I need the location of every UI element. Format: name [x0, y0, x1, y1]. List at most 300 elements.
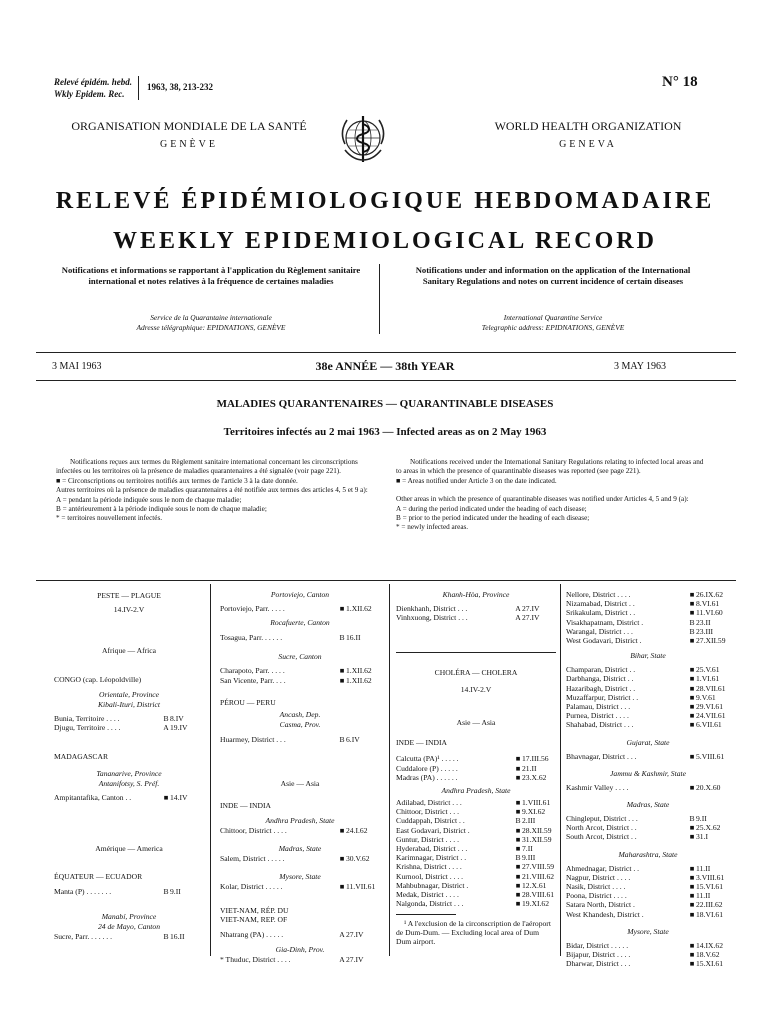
row-marker: ■: [689, 959, 695, 969]
row-date: 11.VI.60: [696, 608, 723, 618]
table-row: [220, 955, 380, 964]
intro-en: Notifications under and information on the application of the International Sanitary Regulations and notes on current incidence of certain diseases: [415, 265, 691, 286]
row-marker: ■: [515, 871, 521, 881]
row-name: Chittoor, District . . .: [396, 807, 459, 817]
row-name: Salem, District . . . . .: [220, 854, 285, 864]
row-name: Krishna, District . . . .: [396, 862, 462, 872]
row-marker: ■: [689, 872, 695, 882]
note-en-a: A = during the period indicated under the heading of each disease;: [396, 504, 587, 513]
table-row: [566, 832, 730, 841]
row-name: Nagpur, District . . . .: [566, 872, 631, 882]
row-marker: B: [689, 617, 695, 627]
mysore-rows: [220, 882, 380, 891]
row-name: Champaran, District . .: [566, 665, 636, 675]
row-date: 9.III: [522, 853, 536, 863]
table-row: [566, 665, 730, 674]
row-date: 14.IX.62: [696, 940, 723, 950]
row-marker: ■: [689, 891, 695, 901]
table-row: [566, 711, 730, 720]
row-marker: B: [339, 734, 345, 744]
row-marker: ■: [689, 674, 695, 684]
telegraph-en: Telegraphic address: EPIDNATIONS, GENÈVE: [481, 323, 625, 332]
row-date: 1.XII.62: [346, 604, 372, 613]
note-fr-other: Autres territoires où la présence de maladies quarantenaires a été notifiée aux termes des articles 4, 5 et 9 a):: [56, 486, 368, 495]
ecuador-rows: [54, 887, 204, 896]
address-fr: [58, 313, 364, 333]
row-date: 27.IV: [522, 613, 540, 623]
note-fr-intro: Notifications reçues aux termes du Règlement sanitaire international concernant les circonscriptions infectées ou les territoires où la présence de maladies quarantenaires a été signalée (voir page 221).: [56, 458, 358, 476]
row-marker: ■: [689, 590, 695, 599]
ecuador-canton: 24 de Mayo, Canton: [97, 921, 160, 931]
mysore-state-cholera: Mysore, State: [627, 926, 669, 936]
service-en: International Quarantine Service: [503, 313, 603, 322]
country-india: INDE — INDIA: [220, 801, 272, 811]
gujarat-rows: [566, 752, 730, 761]
row-date: 28.VII.61: [696, 683, 726, 693]
row-name: South Arcot, District . .: [566, 832, 637, 842]
row-marker: ■: [339, 826, 345, 836]
note-fr-a: A = pendant la période indiquée sous le nom de chaque maladie;: [56, 495, 242, 504]
row-name: Srikakulam, District . .: [566, 608, 636, 618]
table-row: [396, 613, 556, 622]
row-marker: ■: [689, 751, 695, 761]
giadinh-province: Gia-Dinh, Prov.: [275, 944, 325, 954]
row-date: 1.XII.62: [346, 666, 372, 676]
table-row: [566, 950, 730, 959]
table-row: [396, 816, 556, 825]
row-marker: ■: [339, 854, 345, 864]
row-marker: ■: [689, 900, 695, 910]
row-name: West Godavari, District .: [566, 636, 642, 646]
row-name: Visakhapatnam, District .: [566, 617, 644, 627]
table-row: [566, 684, 730, 693]
sucre-canton: Sucre, Canton: [278, 652, 322, 662]
bihar-rows: [566, 665, 730, 729]
cholera-country-india: INDE — INDIA: [396, 738, 448, 748]
row-name: Bunia, Territoire . . . .: [54, 714, 120, 723]
row-date: 16.II: [346, 633, 361, 643]
row-date: 11.VII.61: [346, 882, 376, 892]
row-marker: ■: [689, 832, 695, 842]
plague-period: 14.IV-2.V: [113, 605, 145, 614]
notes-en: [396, 458, 708, 533]
table-row: [396, 853, 556, 862]
note-en-intro: Notifications received under the International Sanitary Regulations relating to infected local areas and to areas in which the presence of quarantinable diseases was reported (see page 221).: [396, 458, 704, 476]
row-name: Huarmey, District . . .: [220, 734, 286, 744]
row-marker: ■: [689, 683, 695, 693]
row-marker: ■: [689, 665, 695, 675]
note-en-star: * = newly infected areas.: [396, 523, 469, 532]
row-date: 6.IV: [346, 734, 360, 744]
country-vietnam-en: VIET-NAM, REP. OF: [220, 914, 288, 924]
row-date: 6.VII.61: [696, 720, 722, 730]
portoviejo-rows: [220, 604, 380, 613]
ecuador-province: Manabí, Province: [101, 911, 157, 921]
table-row: [396, 881, 556, 890]
row-date: 3.VIII.61: [696, 872, 725, 882]
row-date: 15.VI.61: [696, 882, 723, 892]
table-rule: [36, 580, 736, 581]
region-asia: Asie — Asia: [280, 779, 320, 789]
citation-fr: Relevé épidém. hebd.: [54, 77, 132, 87]
table-row: [54, 714, 204, 723]
row-marker: B: [689, 814, 695, 824]
row-date: 1.XII.62: [346, 675, 372, 685]
notes-fr: [56, 458, 368, 524]
table-row: [396, 826, 556, 835]
row-date: 2.III: [522, 816, 536, 826]
row-date: 27.IV: [346, 954, 364, 964]
gujarat-state: Gujarat, State: [626, 737, 670, 747]
row-marker: B: [515, 816, 521, 826]
row-marker: ■: [689, 940, 695, 950]
sucre-rows: [220, 666, 380, 684]
row-date: 27.IV: [346, 929, 364, 939]
row-name: Adilabad, District . . .: [396, 798, 462, 808]
madagascar-prefecture: Antanifotsy, S. Préf.: [98, 779, 160, 789]
mysore-rows-cholera: [566, 941, 730, 969]
row-date: 9.II: [170, 886, 181, 896]
note-en-b: B = prior to the period indicated under the heading of each disease;: [396, 514, 590, 523]
row-marker: ■: [689, 863, 695, 873]
table-row: [54, 793, 204, 802]
row-date: 25.X.62: [696, 823, 721, 833]
row-date: 12.X.61: [522, 880, 547, 890]
note-fr-star: * = territoires nouvellement infectés.: [56, 514, 163, 523]
table-row: [566, 823, 730, 832]
table-row: [566, 891, 730, 900]
row-marker: B: [689, 626, 695, 636]
row-name: Portoviejo, Parr. . . . .: [220, 604, 285, 613]
row-name: Bhavnagar, District . . .: [566, 751, 637, 761]
row-name: Shahabad, District . . .: [566, 720, 634, 730]
row-name: Cuddappah, District . .: [396, 816, 465, 826]
madagascar-rows: [54, 793, 204, 802]
volume-year: 38e ANNÉE — 38th YEAR: [315, 359, 455, 373]
table-row: [566, 873, 730, 882]
khanhhoa-province: Khanh-Hòa, Province: [442, 590, 510, 599]
row-name: Guntur, District . . . .: [396, 834, 459, 844]
row-marker: ■: [689, 608, 695, 618]
citation-brace: [138, 76, 139, 100]
row-date: 7.II: [522, 844, 533, 854]
row-date: 8.VI.61: [696, 599, 720, 609]
table-row: [396, 764, 556, 773]
row-marker: B: [163, 931, 169, 941]
row-date: 23.II: [696, 617, 711, 627]
region-africa: Afrique — Africa: [102, 646, 156, 655]
row-name: Palamau, District . . .: [566, 702, 631, 712]
country-vietnam-fr: VIET-NAM, RÉP. DU: [220, 905, 289, 915]
row-marker: ■: [689, 636, 695, 646]
row-marker: ■: [689, 720, 695, 730]
cholera-rule: [396, 652, 556, 653]
citation-abbrev: [54, 76, 132, 100]
ecuador-rows-2: [54, 932, 204, 941]
row-marker: ■: [515, 890, 521, 900]
row-date: 16.II: [170, 931, 185, 941]
table-row: [566, 693, 730, 702]
row-name: Dharwar, District . . .: [566, 959, 631, 969]
row-name: Kurnool, District . . . .: [396, 871, 464, 881]
table-row: [566, 599, 730, 608]
row-marker: A: [163, 723, 169, 733]
org-city-en: GENEVA: [559, 139, 617, 150]
row-marker: ■: [689, 950, 695, 960]
row-marker: ■: [515, 862, 521, 872]
row-name: Medak, District . . . .: [396, 890, 459, 900]
row-marker: B: [339, 633, 345, 643]
kashmir-state: Jammu & Kashmir, State: [610, 768, 686, 778]
row-date: 20.X.60: [696, 782, 721, 792]
cholera-region-asia: Asie — Asia: [456, 718, 496, 728]
dateline-rule-top: [36, 352, 736, 353]
row-name: Mahbubnagar, District .: [396, 880, 469, 890]
row-name: Chittoor, District . . . .: [220, 826, 287, 836]
org-name-fr: ORGANISATION MONDIALE DE LA SANTÉ: [71, 119, 307, 133]
intro-fr: Notifications et informations se rapportant à l'application du Règlement sanitaire international et notes relatives à la fréquence de certaines maladies: [61, 265, 361, 286]
congo-province: Orientale, Province: [98, 690, 160, 699]
row-marker: ■: [689, 882, 695, 892]
row-date: 8.IV: [170, 714, 184, 723]
row-marker: ■: [515, 834, 521, 844]
row-name: East Godavari, District .: [396, 825, 470, 835]
table-row: [566, 752, 730, 761]
row-name: Dienkhanh, District . . .: [396, 604, 468, 613]
table-row: [54, 887, 204, 896]
row-name: Nizamabad, District . .: [566, 599, 635, 609]
row-name: Poona, District . . . .: [566, 891, 627, 901]
intro-divider: [379, 264, 380, 334]
table-row: [566, 882, 730, 891]
country-peru: PÉROU — PERU: [220, 697, 276, 707]
row-marker: ■: [515, 754, 521, 764]
row-date: 18.VI.61: [696, 909, 723, 919]
row-date: 23.X.62: [522, 772, 547, 782]
table-row: [566, 941, 730, 950]
table-row: [566, 702, 730, 711]
row-name: Nhatrang (PA) . . . . .: [220, 929, 284, 939]
row-date: 19.IV: [170, 723, 188, 733]
column-1: [54, 590, 204, 941]
row-name: Muzaffarpur, District . .: [566, 692, 639, 702]
dateline-rule-bottom: [36, 380, 736, 381]
row-marker: ■: [163, 793, 169, 803]
row-marker: ■: [515, 763, 521, 773]
note-fr-square: ■ = Circonscriptions ou territoires notifiés aux termes de l'article 3 à la date donnée.: [56, 476, 298, 485]
row-name: Bijapur, District . . . .: [566, 950, 631, 960]
row-date: 1.VI.61: [696, 674, 720, 684]
row-marker: ■: [339, 666, 345, 676]
who-emblem-icon: [333, 110, 393, 170]
row-date: 15.XI.61: [696, 959, 723, 969]
title-en: WEEKLY EPIDEMIOLOGICAL RECORD: [113, 228, 657, 254]
row-name: Purnea, District . . . .: [566, 711, 629, 721]
table-row: [566, 959, 730, 968]
row-date: 29.VI.61: [696, 702, 723, 712]
row-name: Nalgonda, District . . .: [396, 899, 464, 909]
row-date: 1.VIII.61: [522, 798, 551, 808]
table-row: [566, 674, 730, 683]
table-row: [566, 814, 730, 823]
row-date: 27.IV: [522, 604, 540, 613]
row-name: Darbhanga, District . .: [566, 674, 634, 684]
row-date: 31.XII.59: [522, 834, 552, 844]
khanhhoa-rows: [396, 604, 556, 622]
row-name: San Vicente, Parr. . . .: [220, 675, 286, 685]
column-3: [396, 590, 556, 946]
row-date: 28.XII.59: [522, 825, 552, 835]
table-row: [566, 783, 730, 792]
table-row: [220, 826, 380, 835]
table-row: [566, 636, 730, 645]
kashmir-rows: [566, 783, 730, 792]
table-row: [396, 835, 556, 844]
issue-number: N° 18: [662, 74, 698, 90]
cholera-andhra-state: Andhra Pradesh, State: [441, 786, 511, 796]
bihar-state: Bihar, State: [630, 651, 666, 661]
row-date: 21.VIII.62: [522, 871, 555, 881]
row-marker: ■: [689, 782, 695, 792]
row-date: 11.II: [696, 891, 711, 901]
maharashtra-state: Maharashtra, State: [618, 849, 678, 859]
table-row: [54, 723, 204, 732]
row-marker: ■: [339, 604, 345, 613]
row-marker: ■: [689, 599, 695, 609]
row-name: Sucre, Parr. . . . . . .: [54, 931, 112, 941]
row-marker: A: [339, 929, 345, 939]
table-row: [220, 882, 380, 891]
row-date: 9.II: [696, 814, 707, 824]
table-row: [396, 807, 556, 816]
portoviejo-canton: Portoviejo, Canton: [270, 590, 330, 599]
andhra-state: Andhra Pradesh, State: [265, 816, 335, 826]
row-name: Calcutta (PA)¹ . . . . .: [396, 754, 459, 764]
country-congo: CONGO (cap. Léopoldville): [54, 675, 142, 684]
col-divider-3: [560, 584, 561, 956]
row-marker: ■: [515, 807, 521, 817]
mysore-state: Mysore, State: [279, 872, 321, 882]
row-date: 17.III.56: [522, 754, 549, 764]
row-marker: ■: [689, 711, 695, 721]
row-marker: ■: [339, 675, 345, 685]
note-en-other: Other areas in which the presence of quarantinable diseases was notified under Articles 4, 5 and 9 (a):: [396, 495, 689, 504]
telegraph-fr: Adresse télégraphique: EPIDNATIONS, GENÈVE: [136, 323, 286, 332]
row-marker: B: [163, 886, 169, 896]
row-name: West Khandesh, District .: [566, 909, 644, 919]
row-marker: ■: [515, 825, 521, 835]
peru-department: Ancash, Dep.: [279, 709, 321, 719]
plague-heading: PESTE — PLAGUE: [97, 591, 161, 600]
row-marker: A: [515, 604, 521, 613]
row-date: 24.I.62: [346, 826, 368, 836]
row-name: Nellore, District . . . .: [566, 590, 631, 599]
footnote-rule: [396, 914, 456, 915]
row-date: 9.V.61: [696, 692, 716, 702]
row-date: 23.III: [696, 626, 714, 636]
col-divider-1: [210, 584, 211, 956]
row-date: 5.VIII.61: [696, 751, 725, 761]
citation-en: Wkly Epidem. Rec.: [54, 89, 125, 99]
row-name: * Thuduc, District . . . .: [220, 954, 291, 964]
row-name: Tosagua, Parr. . . . . .: [220, 633, 283, 643]
row-marker: ■: [515, 772, 521, 782]
country-ecuador: ÉQUATEUR — ECUADOR: [54, 871, 143, 881]
table-row: [566, 720, 730, 729]
section-title: MALADIES QUARANTENAIRES — QUARANTINABLE DISEASES: [216, 398, 554, 410]
row-name: Nasik, District . . . .: [566, 882, 626, 892]
org-name-en: WORLD HEALTH ORGANIZATION: [494, 119, 682, 133]
table-row: [566, 590, 730, 599]
row-name: North Arcot, District . .: [566, 823, 637, 833]
cholera-andhra-rows: [396, 798, 556, 908]
row-date: 19.XI.62: [522, 899, 549, 909]
table-row: [220, 930, 380, 939]
row-date: 24.VII.61: [696, 711, 726, 721]
table-row: [396, 862, 556, 871]
citation-ref: 1963, 38, 213-232: [147, 82, 213, 92]
row-name: Cuddalore (P) . . . . .: [396, 763, 458, 773]
andhra-cont-rows: [566, 590, 730, 645]
row-marker: ■: [515, 880, 521, 890]
row-name: Djugu, Territoire . . . .: [54, 723, 121, 733]
row-name: Warangal, District . . .: [566, 626, 633, 636]
madras-state-cholera: Madras, State: [626, 800, 670, 810]
title-fr: RELEVÉ ÉPIDÉMIOLOGIQUE HEBDOMADAIRE: [55, 188, 715, 214]
table-row: [396, 872, 556, 881]
row-name: Hyderabad, District . . .: [396, 844, 468, 854]
row-date: 22.III.62: [696, 900, 723, 910]
row-date: 30.V.62: [346, 854, 370, 864]
row-marker: A: [339, 954, 345, 964]
column-2: [220, 590, 380, 964]
rocafuerte-rows: [220, 633, 380, 642]
row-name: Vinhxuong, District . . .: [396, 613, 468, 623]
row-date: 27.XII.59: [696, 636, 726, 646]
table-row: [566, 627, 730, 636]
row-name: Ampitantafika, Canton . .: [54, 793, 132, 803]
table-row: [220, 676, 380, 685]
row-date: 14.IV: [170, 793, 188, 803]
andhra-rows: [220, 826, 380, 835]
country-madagascar: MADAGASCAR: [54, 752, 109, 762]
madras-rows-cholera: [566, 814, 730, 842]
row-marker: ■: [339, 882, 345, 892]
row-name: Satara North, District .: [566, 900, 635, 910]
row-marker: ■: [515, 899, 521, 909]
row-marker: ■: [689, 702, 695, 712]
table-row: [566, 618, 730, 627]
row-name: Charapoto, Parr. . . . .: [220, 666, 285, 676]
cholera-period: 14.IV-2.V: [460, 685, 492, 695]
org-city-fr: GENÈVE: [160, 139, 218, 150]
row-date: 28.VIII.61: [522, 890, 555, 900]
row-marker: ■: [689, 823, 695, 833]
row-name: Madras (PA) . . . . . .: [396, 772, 458, 782]
table-row: [566, 900, 730, 909]
row-date: 31.I: [696, 832, 709, 842]
peru-province: Casma, Prov.: [279, 719, 321, 729]
row-name: Karimnagar, District . .: [396, 853, 467, 863]
service-fr: Service de la Quarantaine internationale: [150, 313, 272, 322]
madagascar-province: Tananarive, Province: [96, 769, 162, 779]
row-date: 25.V.61: [696, 665, 720, 675]
madras-rows: [220, 854, 380, 863]
table-row: [396, 773, 556, 782]
row-marker: A: [515, 613, 521, 623]
rocafuerte-canton: Rocafuerte, Canton: [270, 618, 330, 628]
row-name: Bidar, District . . . . .: [566, 940, 629, 950]
